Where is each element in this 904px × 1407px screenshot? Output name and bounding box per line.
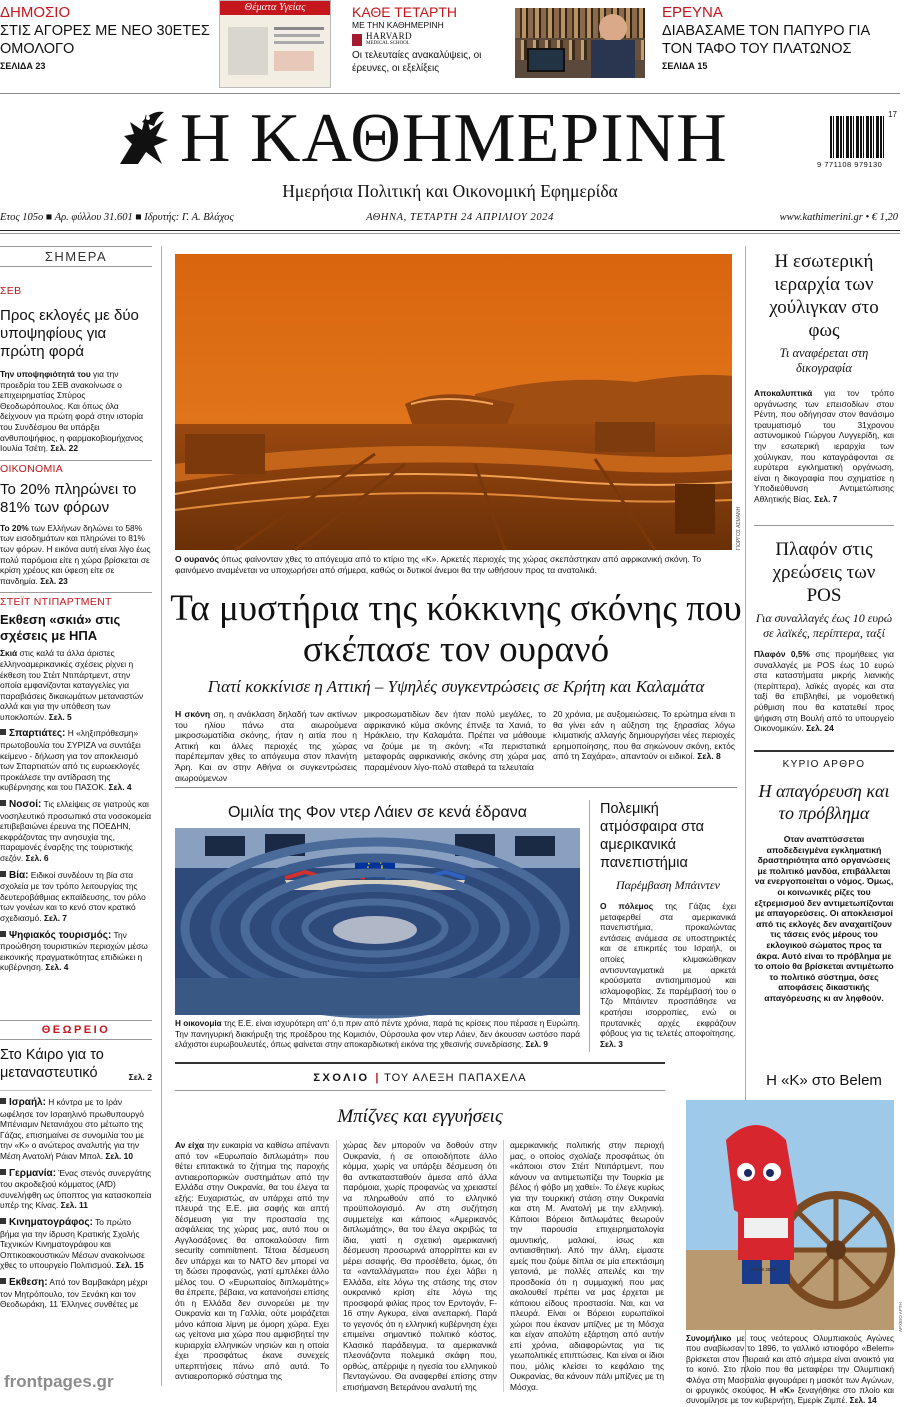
teaser-papyrus[interactable]	[662, 4, 900, 84]
ep-title[interactable]: Ομιλία της Φον ντερ Λάιεν σε κενά έδρανα	[227, 804, 528, 821]
magazine-title: Θέματα Υγείας	[220, 1, 330, 15]
barcode: 17 9 771108 979130	[817, 110, 897, 169]
story-sev[interactable]: ΣΕΒ Προς εκλογές με δύο υποψηφίους για πρώτη φορά Την υποψηφιότητά του για την προεδρία του ΣΕΒ ανακοίνωσε ο επιχειρηματίας Σπύρος Θεοδωρόπουλος. Και όπως όλα δείχνουν για πρώτη φορά στην ιστορία του Συνδέσμου θα υπάρξει ανθυποψήφιος, η φαρμακοβιομήχανος Ιουλία Τσέτη. Σελ. 22	[0, 285, 152, 454]
story-state-dept[interactable]: ΣΤΕΪΤ ΝΤΙΠΑΡΤΜΕΝΤ Εκθεση «σκιά» στις σχέσεις με ΗΠΑ Σκιά στις καλά τα άλλα άριστες ελληνοαμερικανικές σχέσεις ρίχνει η έκθεση του Στέιτ Ντιπάρτμεντ, στην οποία εμφανίζονται καταγγελίες για παραβιάσεις δικαιωμάτων μεταναστών αλλά και για την υπόθεση των υποκλοπών. Σελ. 5	[0, 596, 152, 722]
mascot-label: PARIS 2024	[750, 1267, 776, 1272]
commentary-title[interactable]: Μπίζνες και εγγυήσεις	[337, 1106, 503, 1127]
teaser-health[interactable]	[352, 4, 502, 86]
health-magazine-thumbnail[interactable]	[219, 0, 331, 88]
tagline: Ημερήσια Πολιτική και Οικονομική Εφημερίδα	[282, 181, 618, 201]
brief-item[interactable]: Ισραήλ: Η κόντρα με το Ιράν ωφέλησε τον Ισραηλινό πρωθυπουργό Μπένιαμιν Νετανιάχου στο μέτωπο της Γάζας, επισημαίνει σε συνομιλία του με την «Κ» ο ανώτερος αναλυτής για την Μέση Ανατολή Ράιαν Μπολ. Σελ. 10	[0, 1097, 144, 1161]
commentary-col3: αμερικανικής πολιτικής στην περιοχή μας, ο οποίος σχολίαζε προσφάτως ότι «κάποιοι στον Στέιτ Ντιπάρτμεντ, που κάνουν να αντιμετωπίζει την Τουρκία με βέλος ή φόβο μη χαθεί». Το έλεγε κυρίως για την τουρκική στάση στην Ουκρανία και στη Μ. Ανατολή με την ελληνική. Κάποιοι Βόρειοι διπλωμάτες θεωρούν την παρουσία επιχειρηματολογία αμυντικής, μαλακιί, ίσως και αντιαισθητική. Από την άλλη, είμαστε εμείς που ζούμε δίπλα σε μία επεκτάσιμη γειτονιά, με πολλές απειλές και την προσδοκία ότι η συμμαχική που μας ακολουθεί πρέπει να μας έρχεται με κάποιου είδους προστασία. Ναι, και να πλευρά. Είναι οι Βόρειοι ευρωπαϊκοί χώροι που έκαναν μπίζνες με τη Μόσχα και είχαν απολύτη εξάρτηση από αυτήν επί χρόνια, αδιαφορώντας για τις γεωπολιτικές επιπτώσεις. Και είναι οι ίδιοι που, μόλις κλείσει το κεφάλαιο της Ουκρανίας, θα κάνουν πάλι μπίζνες με τη Μόσχα.	[510, 1140, 664, 1392]
griffin-logo-icon	[112, 104, 176, 170]
story-title: Η «Κ» στο Belem	[766, 1072, 882, 1089]
brief-item[interactable]: Βία: Ειδικοί συνδέουν τη βία στα σχολεία με τον τρόπο λειτουργίας της δευτεροβάθμιας εκπαίδευσης, τον ρόλο των γονέων και το κενό στον κρατικό σχεδιασμό. Σελ. 7	[0, 869, 146, 923]
teaser-title: ΔΙΑΒΑΣΑΜΕ ΤΟΝ ΠΑΠΥΡΟ ΓΙΑ ΤΟΝ ΤΑΦΟ ΤΟΥ ΠΛΑΤΩΝΟΣ	[662, 23, 870, 57]
editorial-title: Η απαγόρευση και το πρόβλημα	[758, 781, 890, 823]
teaser-text: Οι τελευταίες ανακαλύψεις, οι έρευνες, οι εξελίξεις	[352, 50, 482, 74]
story-universities[interactable]: Πολεμική ατμόσφαιρα στα αμερικανικά πανεπιστήμια Παρέμβαση Μπάιντεν Ο πόλεμος της Γάζας έχει μεταφερθεί στα αμερικανικά πανεπιστήμια, προκαλώντας εντάσεις ανάμεσα σε υποστηρικτές και σε επικριτές του Ισραήλ, οι οποίες κλιμακώθηκαν αντισυνταγματικά με αρκετά κρούσματα αντισημιτισμού και ισλαμοφοβίας. Σε παρέμβασή του ο Τζο Μπάιντεν προσπάθησε να κρατήσει ισορροπίες, ενώ οι πρυτανικές αρχές εκφράζουν φόβους για τις τελετές αποφοίτησης. Σελ. 3	[600, 801, 736, 1049]
main-article-col3: 20 χρόνια, με αυξομειώσεις. Το ερώτημα είναι τι θα γίνει εάν η αύξηση της ξηρασίας λόγω κλιματικής αλλαγής δημιουργήσει νέες περιοχές ερημοποίησης, που θα σηκώνουν σκόνη, εκτός από τη Σαχάρα», απαντούν οι ειδικοί. Σελ. 8	[553, 709, 735, 762]
brief-item[interactable]: Ψηφιακός τουρισμός: Την προώθηση τουριστικών περιοχών μέσω εικονικής πραγματικότητας επιδιώκει η κυβέρνηση. Σελ. 4	[0, 929, 148, 973]
commentary-author: ΤΟΥ ΑΛΕΞΗ ΠΑΠΑΧΕΛΑ	[384, 1072, 527, 1084]
orange-sky-photo	[175, 254, 732, 550]
teaser-kicker: ΚΑΘΕ ΤΕΤΑΡΤΗ	[352, 4, 457, 20]
main-subhead: Γιατί κοκκίνισε η Αττική – Υψηλές συγκεντρώσεις σε Κρήτη και Καλαμάτα	[207, 677, 705, 696]
library-photo	[515, 8, 645, 78]
story-sub: Για συναλλαγές έως 10 ευρώ σε λαϊκές, περίπτερα, ταξί	[755, 611, 893, 640]
main-article-col2: μικροσωματιδίων δεν ήταν πολύ μεγάλες, το αφρικανικό κύμα σκόνης έπνιξε τα Χανιά, το Ηράκλειο, την Καλαμάτα. Πρέπει να μάθουμε να ζούμε με τη σκόνη; «Τα περιστατικά μεταφοράς αφρικανικής σκόνης στη χώρα μας παραμένουν λίγο-πολύ σταθερά τα τελευταία	[364, 709, 546, 772]
editorial-text: Οταν αναπτύσσεται αποδεδειγμένα εγκληματική δραστηριότητα από οργανώσεις με πολιτικό μανδύα, επιβάλλεται να ενεργοποιείται ο νόμος. Όμως, οι κοινωνικές ρίζες του εξτρεμισμού δεν αντιμετωπίζονται με απαγορεύσεις. Οι αποκλεισμοί από τις εκλογές δεν αναχαιτίζουν τις τάσεις ενός μέρους του εκλογικού σώματος προς τα άκρα. Αυτό είναι το πρόβλημα με το οποίο θα βρίσκεται αντιμέτωπο το πολιτικό σύστημα, όσες αποφάσεις δικαστικής απαγόρευσης κι αν ληφθούν.	[754, 834, 894, 1003]
story-title: Εκθεση «σκιά» στις σχέσεις με ΗΠΑ	[0, 612, 121, 644]
today-heading: ΣΗΜΕΡΑ	[0, 246, 152, 267]
teaser-page: ΣΕΛΙΔΑ 23	[0, 61, 46, 71]
story-hooligans[interactable]: Η εσωτερική ιεραρχία των χούλιγκαν στο φως Τι αναφέρεται στη δικογραφία Αποκαλυπτικά για τον τρόπο οργάνωσης των επεισοδίων στου Ρέντη, που οδήγησαν στον θανάσιμο τραυματισμό του 31χρονου αστυνομικού Γιώργου Λυγγερίδη, και την εσωτερική ιεραρχία των χούλιγκαν, που καταγράφονται σε ευρύτερα εγκληματική οργάνωση, είναι η δικογραφία που σχηματίσε η Υποδιεύθυνση Αντιμετώπισης Αθλητικής Βίας. Σελ. 7	[754, 251, 894, 504]
photo-credit: ΑΡΧΕΙΟ ΑΡΤΗ	[898, 1302, 903, 1332]
commentary-col2: χώρας δεν μπορούν να δοθούν στην Ουκρανία, ή σε οποιοδήποτε άλλο κόμμα, χωρίς να υπάρξει δέσμευση ότι θα αντικατασταθούν άμεσα από άλλα παρόμοια, χωρίς προφανώς να χρειαστεί να πληρωθούν από το ελληνικό προϋπολογισμό. Αν στη συζήτηση συμμετείχε και κάποιος «Αμερικανός διπλωμάτης», θα του έλεγα ακριβώς τα ίδια, γιατί η σχετική αμερικανική δέσμευση προσωρινά απορρίπτει και εν μέρει ασαφής. Θα προσέθετα, όμως, ότι τα «ανταλλάγματα» που έχει λάβει η Ελλάδα, είτε λόγω της στάσης της στον ουκρανικό κρίση είτε λόγω της προσφορά φιλίας προς τον Ερντογάν, F-16 στην Αγκυρα, είναι ανεπαρκή. Παρά το γεγονός ότι η ελληνική κυβέρνηση έχει επιμείνει σημαντικό πολιτικό κόστος. Κλασικό παράδειγμα, τα αμερικανικά πλεονάζοντα πολεμικά σκάφη που, ορθώς, απέρριψε η ηγεσία του ελληνικού Πενταγώνου. Θα αναφερθεί επίσης στην επισήμανση Βετεράνου αναλυτή της	[343, 1140, 497, 1392]
harvard-logo: HARVARD MEDICAL SCHOOL	[352, 32, 502, 47]
editorial-heading: ΚΥΡΙΟ ΑΡΘΡΟ	[782, 759, 866, 770]
issue-date: ΑΘΗΝΑ, ΤΕΤΑΡΤΗ 24 ΑΠΡΙΛΙΟΥ 2024	[366, 212, 554, 223]
website-price: www.kathimerini.gr • € 1,20	[779, 212, 898, 223]
story-sub: Παρέμβαση Μπάιντεν	[616, 878, 720, 892]
main-photo-caption: Ο ουρανός όπως φαίνονταν χθες το απόγευμα από το κτίριο της «Κ». Αρκετές περιοχές της χώρας σκεπάστηκαν από αφρικανική σκόνη. Το φαινόμενο αναμένεται να υποχωρήσει από σήμερα, καθώς οι δυτικοί άνεμοι θα την ωθήσουν προς τα ανατολικά.	[175, 554, 702, 575]
left-briefs	[0, 728, 152, 972]
magazine-cover-image	[228, 27, 268, 75]
teaser-sub: ΜΕ ΤΗΝ ΚΑΘΗΜΕΡΙΝΗ	[352, 20, 444, 30]
mascot-photo	[686, 1100, 894, 1330]
story-title: Το 20% πληρώνει το 81% των φόρων	[0, 480, 137, 516]
story-title: Πλαφόν στις χρεώσεις των POS	[772, 539, 876, 606]
brief-item[interactable]: Εκθεση: Από τον Βαμβακάρη μέχρι τον Μητρόπουλο, τον Ξενάκη και τον Θεοδωράκη, 11 Έλληνες συνθέτες με	[0, 1276, 148, 1310]
teaser-kicker: ΕΡΕΥΝΑ	[662, 4, 723, 21]
story-title: Προς εκλογές με δύο υποψηφίους για πρώτη φορά	[0, 307, 139, 360]
story-title: Στο Κάιρο για το μεταναστευτικό	[0, 1047, 104, 1081]
issue-info: Ετος 105ο ■ Αρ. φύλλου 31.601 ■ Ιδρυτής: Γ. Α. Βλάχος	[0, 212, 234, 223]
editorial[interactable]	[754, 750, 894, 1050]
belem-caption: Συνομήλικο με τους νεότερους Ολυμπιακούς Αγώνες που αναβίωσαν το 1896, το γαλλικό ιστιοφόρο «Belem» βρίσκεται στον Πειραιά και από σήμερα είναι ανοικτό για το κοινό. Στο πλοίο που θα μεταφέρει την Ολυμπιακή Φλόγα στη Μασσαλία φιγουράρει η μασκότ των Αγώνων, οι φρυγικός σκούφος. Η «Κ» ξεναγήθηκε στο πλοίο και συνομίλησε με τον κυβερνήτη, Εμερίκ Ζιμπέ. Σελ. 14	[686, 1334, 895, 1406]
main-article-col1: Η σκόνη ση, η ανάκλαση δηλαδή των ακτίνων του ηλίου πάνω στα αιωρούμενα μικροσωματίδια σκόνης, ήταν η αιτία που η Αττική και άλλες περιοχές της χώρας παρέπεμπαν χθες το απόγευμα στον πλανήτη Άρη. Και αν στην Αθήνα οι συγκεντρώσεις αιωρούμενων	[175, 709, 357, 783]
story-pos[interactable]: Πλαφόν στις χρεώσεις των POS Για συναλλαγές έως 10 ευρώ σε λαϊκές, περίπτερα, ταξί Πλαφόν 0,5% στις προμήθειες για συναλλαγές με POS έως 10 ευρώ στα καταστήματα μικρής λιανικής (περίπτερα), λαϊκές αγορές και στα ταξί θα επιβληθεί, με νομοθετική ρύθμιση που θα κατατεθεί προς ψήφιση στη Βουλή από το υπουργείο Οικονομικών. Σελ. 24	[754, 539, 895, 734]
story-cairo[interactable]: Στο Κάιρο για το μεταναστευτικό Σελ. 2	[0, 1047, 152, 1082]
watermark: frontpages.gr	[4, 1372, 114, 1391]
story-title: Η εσωτερική ιεραρχία των χούλιγκαν στο φως	[769, 251, 879, 341]
teaser-page: ΣΕΛΙΔΑ 15	[662, 61, 708, 71]
commentary-col1: Αν είχα την ευκαιρία να καθίσω απέναντι από τον «Ευρωπαίο διπλωμάτη» που θέτει επιτακτικά το ζήτημα της παροχής αντιαεροπορικών συστημάτων από την Ελλάδα στην Ουκρανία, θα του έλεγα τα εξής: Ευχαριστώς, αν υπάρχει από την πλευρά της Ε.Ε. μια σαφής και απτή δέσμευση για την προστασία της ασφάλειας της χώρας μας, αυτό που οι Αγγλοσάξονες θα αποκαλούσαν firm security commitment. Τέτοια δέσμευση δεν υπάρχει και το ΝΑΤΟ δεν μπορεί να τη δώσει προφανώς, γιατί εμπλέκει άλλο μέλος του. Ο «Ευρωπαίος διπλωμάτης» θα έπρεπε, βέβαια, να κατανοήσει επίσης ότι η Ελλάδα δεν συνορεύει με την Ουκρανία και τη Γαλλία, ούτε μοιράζεται μόνο κάποια λίμνη με όμορη χώρα. Εχει ως γείτονα μια χώρα που αμφισβητεί την κυριαρχία ελληνικών νησιών και η οποία έχει προσφάτως έκανε συνεχείς υπερπτήσεις πάνω από αυτά. Το αντιαεροπορικό σύστημα της	[175, 1140, 329, 1381]
harvard-shield-icon	[352, 34, 362, 46]
newspaper-name: Η ΚΑΘΗΜΕΡΙΝΗ	[180, 100, 728, 177]
story-economy[interactable]: ΟΙΚΟΝΟΜΙΑ Το 20% πληρώνει το 81% των φόρων Το 20% των Ελλήνων δηλώνει το 58% των εισοδημάτων και πληρώνει το 81% των φόρων. Η εικόνα αυτή είναι λίγο έως πολύ παρόμοια είτε η χώρα βρίσκεται σε κρίση χρέους και ύφεση είτε σε πανδημία. Σελ. 23	[0, 462, 151, 586]
brief-item[interactable]: Γερμανία: Ένας στενός συνεργάτης του ακροδεξιού κόμματος (AfD) συνελήφθη ως ύποπτος για κατασκοπεία υπέρ της Κίνας. Σελ. 11	[0, 1167, 152, 1211]
ep-caption: Η οικονομία της Ε.Ε. είναι ισχυρότερη απ' ό,τι πριν από πέντε χρόνια, παρά τις κρίσεις που πέρασε η Ευρώπη. Την πανηγυρική διακήρυξη της προέδρου της Κομισιόν, Ούρσουλα φον ντερ Λάιεν, δεν άκουσαν ωστόσο παρά ελάχιστοι ευρωβουλευτές, όπως φαίνεται στην αποκαρδιωτική εικόνα της χθεσινής συνεδρίασης. Σελ. 9	[175, 1019, 580, 1050]
teaser-kicker: ΔΗΜΟΣΙΟ	[0, 4, 71, 21]
brief-item[interactable]: Σπαρτιάτες: Η «ληξιπρόθεσμη» πρωτοβουλία του ΣΥΡΙΖΑ να συντάξει κείμενο - δήλωση για τον αποκλεισμό των Σπαρτιατών από τις ευρωεκλογές προκάλεσε την αντίδραση της κυβέρνησης και του ΠΑΣΟΚ. Σελ. 4	[0, 728, 141, 793]
teaser-title: ΣΤΙΣ ΑΓΟΡΕΣ ΜΕ ΝΕΟ 30ΕΤΕΣ ΟΜΟΛΟΓΟ	[0, 23, 210, 57]
commentary-label: ΣΧΟΛΙΟ	[313, 1072, 370, 1084]
photo-credit: ΓΙΩΡΓΟΣ ΑΣΜΑΝΗ	[736, 506, 742, 550]
teaser-bonds[interactable]	[0, 4, 215, 84]
story-title: Πολεμική ατμόσφαιρα στα αμερικανικά πανεπιστήμια	[600, 801, 704, 871]
story-belem[interactable]	[686, 1072, 903, 1406]
main-headline[interactable]: Τα μυστήρια της κόκκινης σκόνης που σκέπασε τον ουρανό	[170, 588, 742, 670]
theoreio-section	[0, 1020, 152, 1392]
brief-item[interactable]: Κινηματογράφος: Το πρώτο βήμα για την ίδρυση Κρατικής Σχολής Τεχνικών Κινηματογράφου και Οπτικοακουστικών Μέσων ανακοίνωσε χθες το υπουργείο Πολιτισμού. Σελ. 15	[0, 1216, 145, 1271]
theoreio-heading: ΘΕΩΡΕΙΟ	[0, 1020, 152, 1040]
parliament-photo	[175, 828, 580, 1015]
commentary-header: ΣΧΟΛΙΟ | ΤΟΥ ΑΛΕΞΗ ΠΑΠΑΧΕΛΑ	[313, 1072, 527, 1084]
brief-item[interactable]: Νοσοί: Τις ελλείψεις σε γιατρούς και νοσηλευτικό προσωπικό στα νοσοκομεία επιβεβαιώνει έρευνα της ΠΟΕΔΗΝ, εκφράζοντας την ανησυχία της, παραμονές έναρξης της τουριστικής σεζόν. Σελ. 6	[0, 799, 152, 863]
story-sub: Τι αναφέρεται στη δικογραφία	[779, 346, 869, 375]
